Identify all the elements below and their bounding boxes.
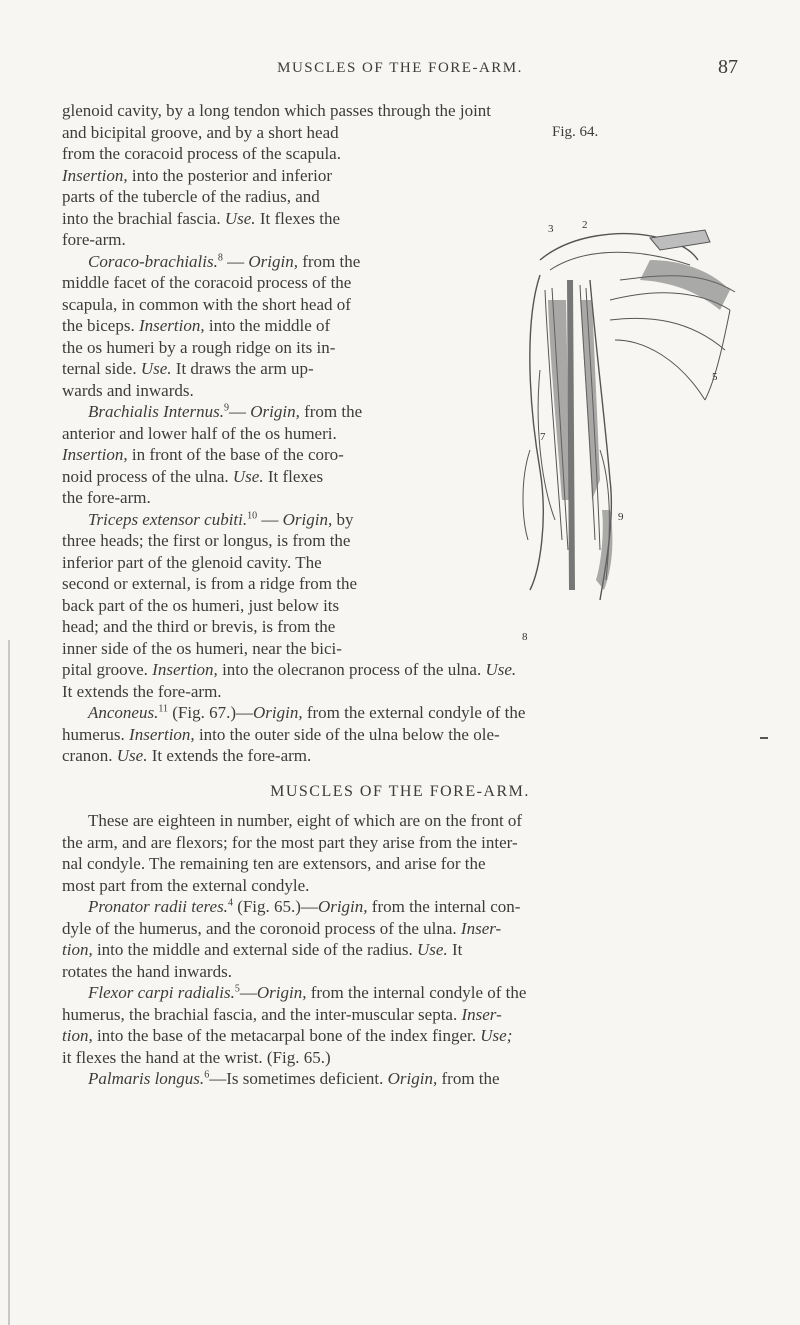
muscle-name: Anconeus.	[88, 703, 159, 722]
muscle-name: Palmaris longus.	[88, 1069, 205, 1088]
page-body	[62, 100, 738, 1090]
binding-edge	[8, 640, 10, 1325]
para-triceps-continued: pital groove. Insertion, into the olecranon process of the ulna. Use. It extends the fore-arm.	[62, 660, 517, 701]
para-pronator-radii-teres: Pronator radii teres.$^4$ (Fig. 65.)—Origin, from the internal con- dyle of the humerus, and the coronoid process of the ulna. Inser- tion, into the middle and external side of the radius. Use. It rotates the hand inwards.	[62, 897, 521, 981]
figure-number-8: 8	[522, 631, 528, 643]
para-palmaris-longus: Palmaris longus.$^6$—Is sometimes deficient. Origin, from the	[88, 1069, 500, 1088]
muscle-name: Triceps extensor cubiti.	[88, 509, 248, 529]
figure-number-3: 3	[548, 223, 554, 235]
margin-mark	[760, 737, 768, 739]
page-header	[62, 56, 738, 84]
para-flexor-carpi-radialis: Flexor carpi radialis.$^5$—Origin, from the internal condyle of the humerus, the brachial fascia, and the inter-muscular septa. Inser- tion, into the base of the metacarpal bone of the index finger. Use; it flexes the hand at the wrist. (Fig. 65.)	[62, 983, 527, 1067]
figure-number-7: 7	[540, 431, 546, 443]
figure-label: Fig. 64.	[552, 124, 599, 140]
para-anconeus: Anconeus.$^{11}$ (Fig. 67.)—Origin, from the external condyle of the humerus. Insertion, into the outer side of the ulna below the ole- cranon. Use. It extends the fore-arm.	[62, 703, 526, 765]
para-brachialis-internus: Brachialis Internus.$^9$— Origin, from the anterior and lower half of the os humeri. Insertion, in front of the base of the coro- noid process of the ulna. Use. It flexes the fore-arm.	[62, 402, 363, 507]
narrow-column: and bicipital groove, and by a short head from the coracoid process of the scapula. Insertion, into the posterior and inferior parts of the tubercle of the radius, and into the brachial fascia. Use. It flexes the fore-arm. Coraco-brachialis.$^8$ — Origin, from the middle facet of the coracoid process of the scapula, in common with the short head of the biceps. Insertion, into the middle of the os humeri by a rough ridge on its in- ternal side. Use. It draws the arm up- wards and inwards. Brachialis Internus.$^9$— Origin, from the anterior and lower half of the os humeri. Insertion, in front of the base of the coro- noid process of the ulna. Use. It flexes the fore-arm. Triceps extensor cubiti.$^{10}$ — Origin, by three heads; the first or longus, is from the inferior part of the glenoid cavity. The second or external, is from a ridge from the back part of the os humeri, just below its head; and the third or brevis, is from the inner side of the os humeri, near the bici-	[62, 122, 487, 660]
running-title: MUSCLES OF THE FORE-ARM.	[277, 60, 523, 76]
section-heading: MUSCLES OF THE FORE-ARM.	[270, 782, 530, 800]
figure-number-9: 9	[618, 511, 624, 523]
para-triceps: Triceps extensor cubiti.$^{10}$ — Origin, by three heads; the first or longus, is from the inferior part of the glenoid cavity. The second or external, is from a ridge from the back part of the os humeri, just below its head; and the third or brevis, is from the inner side of the os humeri, near the bici-	[62, 509, 358, 658]
page-number: 87	[718, 56, 738, 78]
muscle-name: Flexor carpi radialis.	[88, 983, 235, 1002]
para-coraco-brachialis: Coraco-brachialis.$^8$ — Origin, from the middle facet of the coracoid process of the scapula, in common with the short head of the biceps. Insertion, into the middle of the os humeri by a rough ridge on its in- ternal side. Use. It draws the arm up- wards and inwards.	[62, 251, 361, 400]
figure-number-5: 5	[712, 371, 718, 383]
para-section-intro: These are eighteen in number, eight of which are on the front of the arm, and are flexors; for the most part they arise from the inter- nal condyle. The remaining ten are extensors, and arise for the most part from the external condyle.	[62, 811, 523, 895]
muscle-name: Coraco-brachialis.	[88, 251, 218, 271]
muscle-name: Brachialis Internus.	[88, 402, 224, 421]
figure-number-2: 2	[582, 219, 588, 231]
muscle-name: Pronator radii teres.	[88, 897, 228, 916]
para-biceps-continued: glenoid cavity, by a long tendon which passes through the joint	[62, 101, 492, 120]
